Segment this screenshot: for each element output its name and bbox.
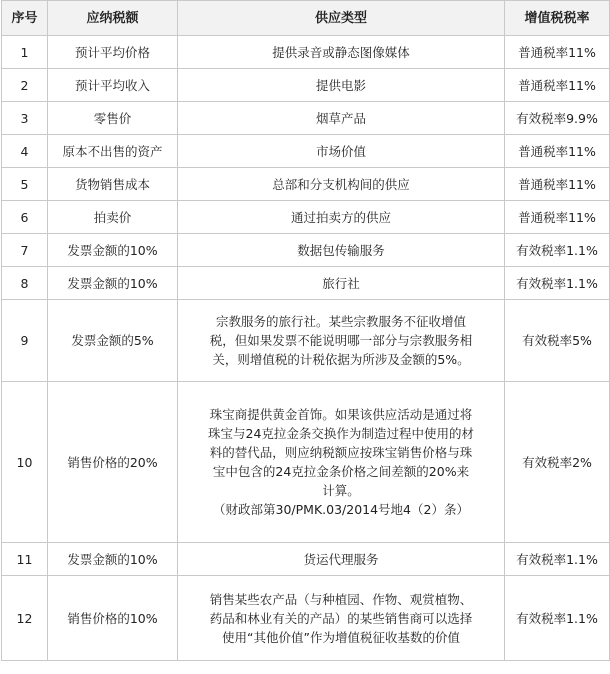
header-row bbox=[2, 1, 610, 36]
supply-type bbox=[178, 234, 505, 267]
supply-type-line: 药品和林业有关的产品）的某些销售商可以选择 bbox=[209, 610, 473, 626]
supply-type bbox=[178, 543, 505, 576]
supply-type-line: 市场价值 bbox=[315, 143, 366, 159]
supply-type-line: 使用“其他价值”作为增值税征收基数的价值 bbox=[222, 629, 460, 645]
row-number: 7 bbox=[2, 234, 48, 267]
table-row bbox=[2, 201, 610, 234]
supply-type-line: 烟草产品 bbox=[315, 110, 366, 126]
supply-type bbox=[178, 36, 505, 69]
supply-type-line: 料的替代品，则应纳税额应按珠宝销售价格与珠 bbox=[209, 445, 473, 460]
table-row bbox=[2, 135, 610, 168]
tax-base: 发票金额的10% bbox=[48, 234, 178, 267]
tax-base: 发票金额的10% bbox=[48, 543, 178, 576]
tax-base: 原本不出售的资产 bbox=[48, 135, 178, 168]
vat-rate: 普通税率11% bbox=[505, 36, 610, 69]
vat-rate: 有效税率1.1% bbox=[505, 267, 610, 300]
supply-type bbox=[178, 300, 505, 382]
table-row bbox=[2, 300, 610, 382]
supply-type-line: 宗教服务的旅行社。某些宗教服务不征收增值 bbox=[215, 314, 466, 329]
table-row bbox=[2, 576, 610, 661]
supply-type-line: 货运代理服务 bbox=[303, 551, 379, 567]
table-row bbox=[2, 382, 610, 543]
supply-type-line: 销售某些农产品（与种植园、作物、观赏植物、 bbox=[209, 591, 473, 607]
header-vat-rate: 增值税税率 bbox=[505, 1, 610, 36]
supply-type bbox=[178, 168, 505, 201]
supply-type-line: 提供录音或静态图像媒体 bbox=[272, 44, 410, 60]
supply-type-line: （财政部第30/PMK.03/2014号地4（2）条） bbox=[213, 502, 469, 517]
supply-type-line: 珠宝与24克拉金条交换作为制造过程中使用的材 bbox=[208, 426, 474, 441]
table-row bbox=[2, 267, 610, 300]
supply-type-line: 计算。 bbox=[322, 483, 360, 498]
tax-base: 销售价格的10% bbox=[48, 576, 178, 661]
vat-rate: 普通税率11% bbox=[505, 168, 610, 201]
row-number: 12 bbox=[2, 576, 48, 661]
row-number: 2 bbox=[2, 69, 48, 102]
table-row bbox=[2, 543, 610, 576]
tax-base: 预计平均收入 bbox=[48, 69, 178, 102]
row-number: 11 bbox=[2, 543, 48, 576]
tax-base: 发票金额的10% bbox=[48, 267, 178, 300]
tax-base: 拍卖价 bbox=[48, 201, 178, 234]
supply-type-line: 税，但如果发票不能说明哪一部分与宗教服务相 bbox=[209, 333, 473, 348]
tax-base: 发票金额的5% bbox=[48, 300, 178, 382]
header-no: 序号 bbox=[2, 1, 48, 36]
header-supply-type: 供应类型 bbox=[178, 1, 505, 36]
vat-rate: 普通税率11% bbox=[505, 201, 610, 234]
row-number: 5 bbox=[2, 168, 48, 201]
table-row bbox=[2, 168, 610, 201]
supply-type bbox=[178, 576, 505, 661]
supply-type bbox=[178, 69, 505, 102]
supply-type bbox=[178, 267, 505, 300]
supply-type-line: 旅行社 bbox=[322, 275, 360, 291]
row-number: 4 bbox=[2, 135, 48, 168]
table-row bbox=[2, 36, 610, 69]
vat-rate: 有效税率2% bbox=[505, 382, 610, 543]
supply-type-line: 宝中包含的24克拉金条价格之间差额的20%来 bbox=[212, 464, 470, 479]
row-number: 3 bbox=[2, 102, 48, 135]
vat-rate: 有效税率9.9% bbox=[505, 102, 610, 135]
supply-type-line: 数据包传输服务 bbox=[297, 242, 385, 258]
supply-type-line: 通过拍卖方的供应 bbox=[290, 209, 391, 225]
tax-base: 销售价格的20% bbox=[48, 382, 178, 543]
table-row bbox=[2, 102, 610, 135]
supply-type-line: 总部和分支机构间的供应 bbox=[272, 176, 410, 192]
vat-rate-table bbox=[1, 0, 610, 661]
supply-type bbox=[178, 102, 505, 135]
header-tax-base: 应纳税额 bbox=[48, 1, 178, 36]
tax-base: 货物销售成本 bbox=[48, 168, 178, 201]
table-body bbox=[2, 36, 610, 661]
table-row bbox=[2, 234, 610, 267]
row-number: 10 bbox=[2, 382, 48, 543]
row-number: 6 bbox=[2, 201, 48, 234]
table-row bbox=[2, 69, 610, 102]
supply-type bbox=[178, 135, 505, 168]
row-number: 1 bbox=[2, 36, 48, 69]
vat-rate: 有效税率5% bbox=[505, 300, 610, 382]
vat-rate: 有效税率1.1% bbox=[505, 234, 610, 267]
vat-rate: 有效税率1.1% bbox=[505, 543, 610, 576]
row-number: 9 bbox=[2, 300, 48, 382]
supply-type bbox=[178, 382, 505, 543]
tax-base: 预计平均价格 bbox=[48, 36, 178, 69]
tax-base: 零售价 bbox=[48, 102, 178, 135]
supply-type-line: 关，则增值税的计税依据为所涉及金额的5%。 bbox=[212, 352, 470, 367]
vat-rate: 普通税率11% bbox=[505, 69, 610, 102]
row-number: 8 bbox=[2, 267, 48, 300]
supply-type-line: 珠宝商提供黄金首饰。如果该供应活动是通过将 bbox=[209, 407, 473, 422]
supply-type-line: 提供电影 bbox=[315, 77, 366, 93]
vat-rate: 有效税率1.1% bbox=[505, 576, 610, 661]
vat-rate: 普通税率11% bbox=[505, 135, 610, 168]
supply-type bbox=[178, 201, 505, 234]
